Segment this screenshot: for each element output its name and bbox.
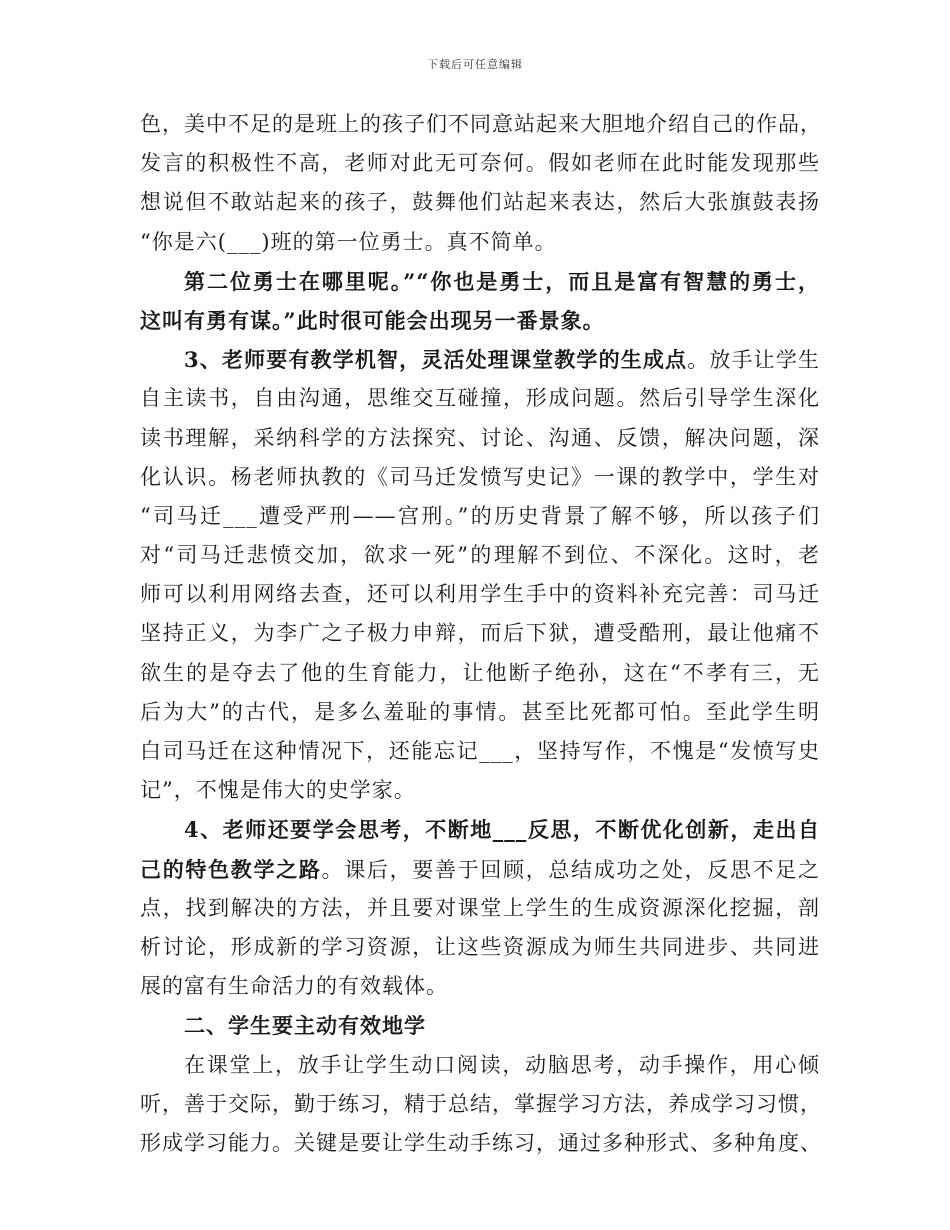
line-rest-text: 。放手让学生 [687, 348, 820, 373]
line-rest-text: 。课后，要善于回顾，总结成功之处，反思不足之 [321, 857, 821, 882]
text-line: 析讨论，形成新的学习资源，让这些资源成为师生共同进步、共同进 [140, 934, 820, 959]
bold-heading-text: 己的特色教学之路 [140, 856, 322, 882]
text-line: 对“司马迁悲愤交加，欲求一死”的理解不到位、不深化。这时，老 [140, 543, 820, 568]
text-line: 记”，不愧是伟大的史学家。 [140, 778, 416, 803]
bold-heading-text: 3、老师要有教学机智，灵活处理课堂教学的生成点 [184, 347, 688, 373]
text-line [140, 850, 820, 889]
text-line: 自主读书，自由沟通，思维交互碰撞，形成问题。然后引导学生深化 [140, 386, 820, 411]
text-line: 在课堂上，放手让学生动口阅读，动脑思考，动手操作，用心倾 [184, 1052, 820, 1077]
text-line: 二、学生要主动有效地学 [184, 1013, 426, 1039]
text-line: 欲生的是夺去了他的生育能力，让他断子绝孙，这在“不孝有三，无 [140, 660, 820, 685]
text-line: 师可以利用网络去查，还可以利用学生手中的资料补充完善：司马迁 [140, 582, 820, 607]
text-line: 读书理解，采纳科学的方法探究、讨论、沟通、反馈，解决问题，深 [140, 425, 820, 450]
page-header: 下载后可任意编辑 [427, 58, 523, 71]
text-line: 点，找到解决的方法，并且要对课堂上学生的生成资源深化挖掘，剖 [140, 895, 820, 920]
text-line: 4、老师还要学会思考，不断地___反思，不断优化创新，走出自 [184, 817, 820, 843]
text-line: 白司马迁在这种情况下，还能忘记___，坚持写作，不愧是“发愤写史 [140, 739, 820, 763]
text-line: “你是六(___)班的第一位勇士。真不简单。 [140, 229, 557, 254]
text-line: 化认识。杨老师执教的《司马迁发愤写史记》一课的教学中，学生对 [140, 464, 820, 489]
text-line: “司马迁___遭受严刑——宫刑。”的历史背景了解不够，所以孩子们 [140, 503, 820, 528]
text-line: 听，善于交际，勤于练习，精于总结，掌握学习方法，养成学习习惯， [140, 1091, 822, 1116]
text-line: 后为大”的古代，是多么羞耻的事情。甚至比死都可怕。至此学生明 [140, 699, 820, 724]
text-line [140, 340, 820, 379]
text-line: 形成学习能力。关键是要让学生动手练习，通过多种形式、多种角度、 [140, 1130, 822, 1155]
text-line: 这叫有勇有谋。”此时很可能会出现另一番景象。 [140, 307, 605, 333]
text-line: 发言的积极性不高，老师对此无可奈何。假如老师在此时能发现那些 [140, 151, 820, 176]
text-line: 坚持正义，为李广之子极力申辩，而后下狱，遭受酷刑，最让他痛不 [140, 621, 820, 646]
text-line: 第二位勇士在哪里呢。”“你也是勇士，而且是富有智慧的勇士， [184, 268, 820, 294]
text-line: 展的富有生命活力的有效载体。 [140, 974, 448, 999]
text-line: 想说但不敢站起来的孩子，鼓舞他们站起来表达，然后大张旗鼓表扬 [140, 190, 820, 215]
document-body [140, 105, 820, 1163]
text-line: 色，美中不足的是班上的孩子们不同意站起来大胆地介绍自己的作品， [140, 112, 822, 136]
